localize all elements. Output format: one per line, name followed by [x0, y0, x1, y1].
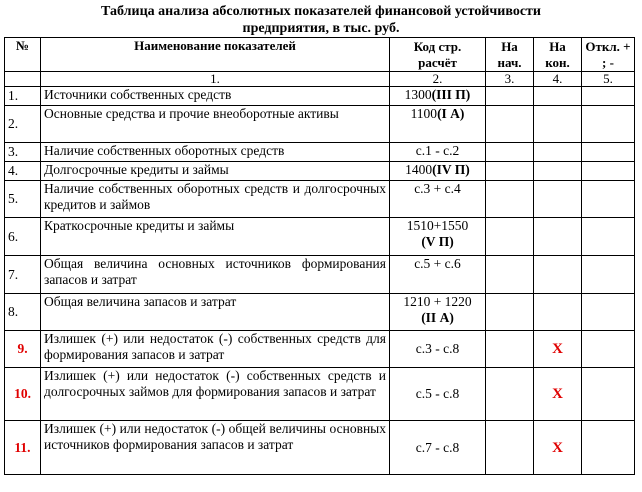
header-start: На нач. — [486, 38, 534, 72]
row-deviation — [582, 143, 635, 162]
row-number: 9. — [5, 331, 41, 368]
row-end: Х — [534, 331, 582, 368]
row-name: Наличие собственных оборотных средств — [41, 143, 390, 162]
header-deviation: Откл. + ; - — [582, 38, 635, 72]
row-start — [486, 87, 534, 106]
row-end — [534, 294, 582, 331]
row-deviation — [582, 106, 635, 143]
header-name: Наименование показателей — [41, 38, 390, 72]
row-deviation — [582, 421, 635, 475]
table-row — [5, 181, 635, 218]
header-row — [5, 38, 635, 72]
row-name: Излишек (+) или недостаток (-) собственных средств и долгосрочных займов для формирования запасов и затрат — [41, 368, 390, 421]
table-row — [5, 106, 635, 143]
row-start — [486, 368, 534, 421]
row-end: Х — [534, 421, 582, 475]
code-text: 1510+1550 — [406, 218, 469, 233]
row-name: Излишек (+) или недостаток (-) собственных средств для формирования запасов и затрат — [41, 331, 390, 368]
code-text: 1300 — [404, 87, 432, 102]
table-row — [5, 294, 635, 331]
row-number: 5. — [5, 181, 41, 218]
table-row — [5, 421, 635, 475]
code-text: с.1 - с.2 — [415, 143, 460, 158]
index-cell: 1. — [41, 72, 390, 87]
code-text: 1400 — [405, 162, 433, 177]
row-number: 3. — [5, 143, 41, 162]
row-start — [486, 421, 534, 475]
row-code — [390, 421, 486, 475]
code-text: с.3 + с.4 — [414, 181, 461, 196]
code-text: с.3 - с.8 — [415, 341, 460, 356]
row-deviation — [582, 368, 635, 421]
row-start — [486, 181, 534, 218]
row-code — [390, 218, 486, 256]
title-line-2: предприятия, в тыс. руб. — [242, 21, 400, 36]
row-number: 7. — [5, 256, 41, 294]
table-row — [5, 218, 635, 256]
code-text: с.5 - с.8 — [415, 386, 460, 401]
row-code — [390, 106, 486, 143]
row-end — [534, 143, 582, 162]
row-code — [390, 331, 486, 368]
row-start — [486, 294, 534, 331]
row-end: Х — [534, 368, 582, 421]
row-end — [534, 87, 582, 106]
code-section: (III П) — [431, 87, 471, 102]
row-deviation — [582, 218, 635, 256]
code-text: 1210 + 1220 — [403, 294, 472, 309]
index-row — [5, 72, 635, 87]
row-deviation — [582, 294, 635, 331]
code-text: 1100 — [410, 106, 438, 121]
table-title — [0, 0, 642, 37]
row-name: Общая величина основных источников формирования запасов и затрат — [41, 256, 390, 294]
code-section: (I А) — [437, 106, 465, 121]
table-row — [5, 256, 635, 294]
row-start — [486, 143, 534, 162]
row-code — [390, 294, 486, 331]
row-name: Наличие собственных оборотных средств и долгосрочных кредитов и займов — [41, 181, 390, 218]
row-number: 8. — [5, 294, 41, 331]
row-name: Источники собственных средств — [41, 87, 390, 106]
row-code — [390, 87, 486, 106]
row-start — [486, 162, 534, 181]
row-deviation — [582, 256, 635, 294]
code-text: с.5 + с.6 — [414, 256, 461, 271]
code-section: (IV П) — [432, 162, 470, 177]
row-name: Краткосрочные кредиты и займы — [41, 218, 390, 256]
row-start — [486, 106, 534, 143]
row-start — [486, 218, 534, 256]
row-number: 10. — [5, 368, 41, 421]
table-row — [5, 143, 635, 162]
row-code — [390, 368, 486, 421]
row-number: 11. — [5, 421, 41, 475]
code-section: (V П) — [421, 234, 454, 249]
table-row — [5, 162, 635, 181]
row-deviation — [582, 87, 635, 106]
row-deviation — [582, 181, 635, 218]
row-code — [390, 143, 486, 162]
row-end — [534, 256, 582, 294]
table-row — [5, 331, 635, 368]
row-end — [534, 181, 582, 218]
row-name: Долгосрочные кредиты и займы — [41, 162, 390, 181]
table-row — [5, 87, 635, 106]
stability-table — [4, 37, 635, 475]
code-text: с.7 - с.8 — [415, 439, 460, 455]
table-row — [5, 368, 635, 421]
row-number: 1. — [5, 87, 41, 106]
row-code — [390, 162, 486, 181]
code-section: (II А) — [421, 310, 454, 325]
header-code: Код стр. расчёт — [390, 38, 486, 72]
row-end — [534, 218, 582, 256]
index-cell: 2. — [390, 72, 486, 87]
index-cell: 4. — [534, 72, 582, 87]
row-name: Основные средства и прочие внеоборотные активы — [41, 106, 390, 143]
row-number: 2. — [5, 106, 41, 143]
title-line-1: Таблица анализа абсолютных показателей финансовой устойчивости — [101, 4, 541, 19]
row-deviation — [582, 162, 635, 181]
row-start — [486, 331, 534, 368]
row-name: Общая величина запасов и затрат — [41, 294, 390, 331]
row-code — [390, 256, 486, 294]
index-cell: 3. — [486, 72, 534, 87]
index-cell — [5, 72, 41, 87]
index-cell: 5. — [582, 72, 635, 87]
header-num: № — [5, 38, 41, 72]
row-code — [390, 181, 486, 218]
row-end — [534, 106, 582, 143]
row-number: 4. — [5, 162, 41, 181]
header-end: На кон. — [534, 38, 582, 72]
row-deviation — [582, 331, 635, 368]
row-end — [534, 162, 582, 181]
row-number: 6. — [5, 218, 41, 256]
row-name: Излишек (+) или недостаток (-) общей величины основных источников формирования запасов и затрат — [41, 421, 390, 475]
row-start — [486, 256, 534, 294]
table-body — [5, 87, 635, 475]
